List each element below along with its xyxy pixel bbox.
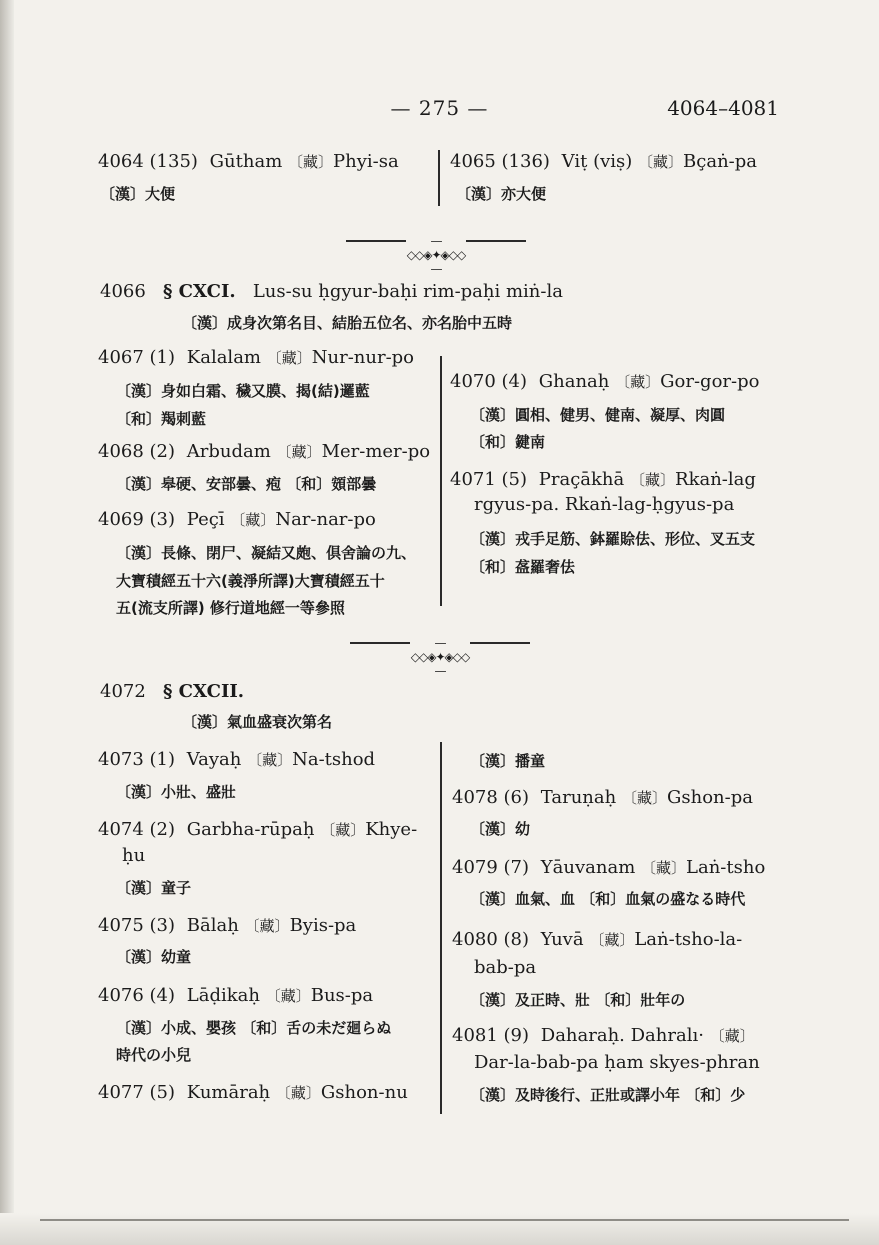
sanskrit-term: Praçākhā	[538, 469, 625, 490]
sanskrit-term: Lāḍikaḥ	[186, 985, 260, 1006]
entry-number: 4071 (5)	[450, 469, 528, 490]
tibetan-term: Laṅ-tsho-la-	[634, 929, 743, 950]
chinese-gloss: 〔漢〕播童	[470, 752, 546, 770]
tibetan-tag: 〔藏〕	[621, 789, 667, 807]
entry-4067	[98, 346, 414, 370]
tibetan-term: Rkaṅ-lag	[675, 469, 756, 490]
entry-range: 4064–4081	[667, 96, 779, 120]
entry-4071	[450, 468, 756, 492]
tibetan-tag: 〔藏〕	[276, 443, 322, 461]
sanskrit-term: Peçī	[186, 509, 225, 530]
chinese-gloss: 〔漢〕戎手足筋、鉢羅賒佉、形位、叉五支	[470, 530, 756, 548]
tibetan-term: Nur-nur-po	[311, 347, 415, 368]
chinese-gloss: 〔漢〕及時後行、正壯或譯小年 〔和〕少	[470, 1086, 746, 1104]
entry-number: 4080 (8)	[452, 929, 530, 950]
sanskrit-term: Taruṇaḥ	[540, 787, 617, 808]
page-bottom-rule	[40, 1219, 849, 1221]
chinese-gloss: 〔漢〕氣血盛衰次第名	[182, 713, 333, 731]
entry-number: 4079 (7)	[452, 857, 530, 878]
ornament-glyph: —◇◇◈✦◈◇◇—	[410, 636, 470, 678]
tibetan-tag: 〔藏〕	[320, 821, 366, 839]
tibetan-tag: 〔藏〕	[641, 859, 687, 877]
tibetan-continuation: rgyus-pa. Rkaṅ-lag-ḥgyus-pa	[474, 494, 735, 515]
sanskrit-term: Viṭ (viṣ)	[561, 151, 633, 172]
chinese-gloss: 〔漢〕童子	[116, 879, 192, 897]
entry-number: 4070 (4)	[450, 371, 528, 392]
tibetan-tag: 〔藏〕	[630, 471, 676, 489]
sanskrit-term: Kalalam	[186, 347, 261, 368]
section-number: § CXCI.	[162, 281, 236, 302]
sanskrit-term: Kumāraḥ	[186, 1082, 271, 1103]
tibetan-tag: 〔藏〕	[247, 751, 293, 769]
tibetan-tag: 〔藏〕	[589, 931, 635, 949]
tibetan-tag: 〔藏〕	[615, 373, 661, 391]
tibetan-term: Gshon-pa	[666, 787, 753, 808]
sanskrit-term: Garbha-rūpaḥ	[186, 819, 315, 840]
entry-4065	[450, 150, 757, 174]
chinese-gloss: 〔漢〕幼童	[116, 948, 192, 966]
japanese-gloss: 〔和〕鍵南	[470, 433, 546, 451]
tibetan-tag: 〔藏〕	[266, 349, 312, 367]
entry-number: 4078 (6)	[452, 787, 530, 808]
tibetan-continuation: ḥu	[122, 845, 146, 866]
entry-number: 4064 (135)	[98, 151, 198, 172]
entry-number: 4074 (2)	[98, 819, 176, 840]
entry-4064	[98, 150, 399, 174]
ornament-glyph: —◇◇◈✦◈◇◇—	[406, 234, 466, 276]
entry-number: 4069 (3)	[98, 509, 176, 530]
entry-4078	[452, 786, 753, 810]
sanskrit-term: Bālaḥ	[186, 915, 239, 936]
tibetan-term: Nar-nar-po	[275, 509, 376, 530]
chinese-gloss: 〔漢〕血氣、血 〔和〕血氣の盛なる時代	[470, 890, 746, 908]
sanskrit-term: Gūtham	[209, 151, 283, 172]
tibetan-continuation: bab-pa	[474, 957, 537, 978]
sanskrit-term: Yāuvanam	[540, 857, 636, 878]
entry-number: 4067 (1)	[98, 347, 176, 368]
chinese-gloss: 〔漢〕皋硬、安部曇、疱 〔和〕頞部曇	[116, 475, 377, 493]
chinese-gloss: 五(流支所譯) 修行道地經一等參照	[116, 599, 345, 617]
entry-4074	[98, 818, 417, 842]
entry-number: 4065 (136)	[450, 151, 550, 172]
entry-4075	[98, 914, 356, 938]
tibetan-tag: 〔藏〕	[288, 153, 334, 171]
chinese-gloss: 〔漢〕長條、閉尸、凝結又皰、倶舍論の九、	[116, 544, 417, 562]
japanese-gloss: 〔和〕盋羅奢佉	[470, 558, 576, 576]
tibetan-term: Laṅ-tsho	[686, 857, 766, 878]
column-divider	[440, 742, 442, 1114]
sanskrit-term: Yuvā	[540, 929, 584, 950]
japanese-gloss: 〔和〕羯刺藍	[116, 410, 207, 428]
separator-line	[346, 240, 406, 242]
tibetan-term: Gor-gor-po	[660, 371, 760, 392]
entry-4079	[452, 856, 765, 880]
section-4072	[100, 680, 244, 704]
entry-4076	[98, 984, 373, 1008]
section-number: § CXCII.	[162, 681, 245, 702]
chinese-gloss: 大寶積經五十六(義淨所譯)大寶積經五十	[116, 572, 385, 590]
tibetan-tag: 〔藏〕	[244, 917, 290, 935]
entry-4070	[450, 370, 759, 394]
entry-4081	[452, 1024, 755, 1048]
entry-number: 4066	[100, 281, 146, 302]
column-divider	[438, 150, 440, 206]
tibetan-tag: 〔藏〕	[638, 153, 684, 171]
chinese-gloss: 〔漢〕小成、嬰孩 〔和〕舌の未だ廻らぬ	[116, 1019, 392, 1037]
separator-line	[350, 642, 410, 644]
sanskrit-term: Ghanaḥ	[538, 371, 610, 392]
tibetan-term: Dar-la-bab-pa ḥam skyes-phran	[474, 1052, 760, 1073]
chinese-gloss: 〔漢〕亦大便	[456, 185, 547, 203]
page-shadow-bottom	[0, 1213, 879, 1245]
entry-4069	[98, 508, 376, 532]
chinese-gloss: 時代の小兒	[116, 1046, 192, 1064]
tibetan-term: Khye-	[365, 819, 418, 840]
ornament-separator	[346, 234, 526, 276]
ornament-separator	[350, 636, 530, 678]
page-number: — 275 —	[390, 96, 489, 120]
sanskrit-term: Vayaḥ	[186, 749, 242, 770]
separator-line	[466, 240, 526, 242]
section-4066	[100, 280, 563, 304]
tibetan-term: Gshon-nu	[320, 1082, 408, 1103]
chinese-gloss: 〔漢〕及正時、壯 〔和〕壯年の	[470, 991, 686, 1009]
tibetan-term: Na-tshod	[292, 749, 376, 770]
section-heading: Lus-su ḥgyur-baḥi rim-paḥi miṅ-la	[252, 281, 563, 302]
tibetan-tag: 〔藏〕	[230, 511, 276, 529]
entry-4080	[452, 928, 742, 952]
entry-number: 4072	[100, 681, 146, 702]
entry-number: 4073 (1)	[98, 749, 176, 770]
entry-number: 4075 (3)	[98, 915, 176, 936]
tibetan-term: Bus-pa	[310, 985, 374, 1006]
tibetan-term: Mer-mer-po	[321, 441, 431, 462]
entry-number: 4081 (9)	[452, 1025, 530, 1046]
tibetan-tag: 〔藏〕	[275, 1084, 321, 1102]
chinese-gloss: 〔漢〕圓相、健男、健南、凝厚、肉圓	[470, 406, 726, 424]
tibetan-term: Bçaṅ-pa	[683, 151, 757, 172]
tibetan-term: Byis-pa	[289, 915, 357, 936]
sanskrit-term: Daharaḥ. Dahralı·	[540, 1025, 704, 1046]
entry-number: 4077 (5)	[98, 1082, 176, 1103]
page-shadow-left	[0, 0, 14, 1245]
entry-number: 4068 (2)	[98, 441, 176, 462]
entry-4073	[98, 748, 375, 772]
chinese-gloss: 〔漢〕大便	[100, 185, 176, 203]
entry-4068	[98, 440, 430, 464]
separator-line	[470, 642, 530, 644]
chinese-gloss: 〔漢〕幼	[470, 820, 531, 838]
tibetan-tag: 〔藏〕	[265, 987, 311, 1005]
chinese-gloss: 〔漢〕成身次第名目、結胎五位名、亦名胎中五時	[182, 314, 513, 332]
tibetan-term: Phyi-sa	[333, 151, 399, 172]
sanskrit-term: Arbudam	[186, 441, 271, 462]
entry-number: 4076 (4)	[98, 985, 176, 1006]
column-divider	[440, 356, 442, 606]
chinese-gloss: 〔漢〕小壯、盛壯	[116, 783, 237, 801]
chinese-gloss: 〔漢〕身如白霜、穢又膜、揭(結)邏藍	[116, 382, 370, 400]
entry-4077	[98, 1081, 408, 1105]
tibetan-tag: 〔藏〕	[709, 1027, 755, 1045]
